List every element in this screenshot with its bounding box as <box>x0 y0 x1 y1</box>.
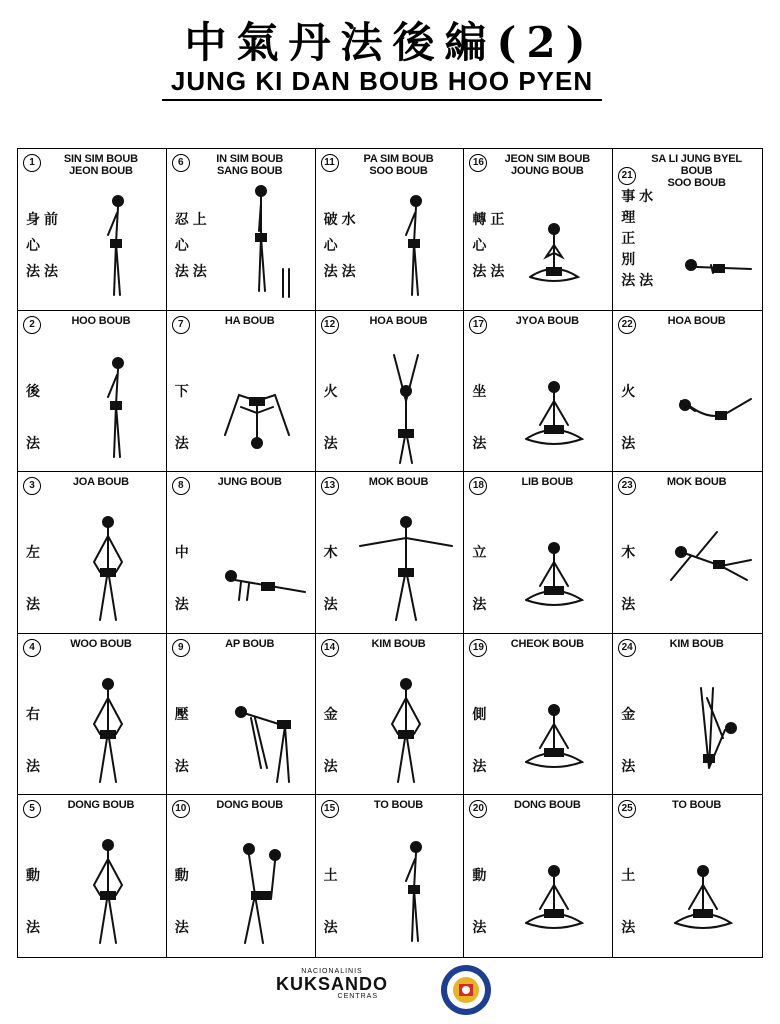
logo-top-text: NACIONALINIS <box>301 968 363 975</box>
exercise-chinese-label: 忍上 心 法法 <box>174 212 211 280</box>
exercise-name: HOA BOUB <box>369 314 428 327</box>
exercise-number: 2 <box>23 316 41 334</box>
exercise-number: 20 <box>469 800 487 818</box>
exercise-number: 5 <box>23 800 41 818</box>
exercise-name: DONG BOUB <box>513 799 581 812</box>
exercise-cell <box>316 472 465 634</box>
exercise-name: KIM BOUB <box>371 637 426 650</box>
exercise-cell <box>316 311 465 473</box>
page-title-english: JUNG KI DAN BOUB HOO PYEN <box>162 66 602 101</box>
exercise-number: 18 <box>469 477 487 495</box>
exercise-number: 13 <box>321 477 339 495</box>
exercise-cell <box>613 634 762 796</box>
exercise-chinese-top: 下 <box>174 383 193 400</box>
exercise-name: LIB BOUB <box>521 476 574 489</box>
exercise-figure-icon <box>56 658 160 790</box>
exercise-chinese-top: 坐 <box>472 383 491 400</box>
exercise-cell <box>167 311 316 473</box>
exercise-cell <box>18 472 167 634</box>
exercise-figure-icon <box>651 335 755 467</box>
exercise-cell <box>18 634 167 796</box>
exercise-chinese-bottom: 法 <box>174 758 193 775</box>
exercise-name: AP BOUB <box>225 637 275 650</box>
exercise-cell <box>464 795 613 957</box>
exercise-cell <box>613 472 762 634</box>
exercise-name: WOO BOUB <box>70 637 132 650</box>
exercise-name: TO BOUB <box>672 799 722 812</box>
exercise-name: JOA BOUB <box>72 476 129 489</box>
exercise-chinese-bottom: 法 <box>323 758 342 775</box>
exercise-figure-icon <box>651 496 755 628</box>
exercise-cell <box>18 311 167 473</box>
exercise-name: TO BOUB <box>373 799 424 812</box>
exercise-chinese-top: 金 <box>621 706 640 723</box>
exercise-cell <box>167 149 316 311</box>
exercise-name: SIN SIM BOUB JEON BOUB <box>63 153 138 177</box>
exercise-cell <box>464 634 613 796</box>
exercise-number: 19 <box>469 639 487 657</box>
exercise-figure-icon <box>502 496 606 628</box>
exercise-figure-icon <box>354 496 458 628</box>
exercise-number: 24 <box>618 639 636 657</box>
exercise-cell <box>613 149 762 311</box>
exercise-cell <box>464 311 613 473</box>
exercise-cell <box>167 795 316 957</box>
exercise-chinese-bottom: 法 <box>323 920 342 937</box>
exercise-figure-icon <box>354 658 458 790</box>
exercise-figure-icon <box>502 819 606 951</box>
exercise-chinese-top: 後 <box>26 383 44 400</box>
exercise-figure-icon <box>651 819 755 951</box>
exercise-figure-icon <box>354 819 458 951</box>
exercise-number: 17 <box>469 316 487 334</box>
exercise-chinese-top: 中 <box>174 545 193 562</box>
exercise-chinese-top: 側 <box>472 706 491 723</box>
exercise-name: JYOA BOUB <box>515 314 579 327</box>
exercise-figure-icon <box>502 173 606 305</box>
exercise-number: 14 <box>321 639 339 657</box>
exercise-figure-icon <box>205 173 309 305</box>
exercise-number: 23 <box>618 477 636 495</box>
exercise-chinese-bottom: 法 <box>621 435 640 452</box>
exercise-name: JUNG BOUB <box>217 476 282 489</box>
exercise-chinese-bottom: 法 <box>26 758 44 775</box>
exercise-name: CHEOK BOUB <box>510 637 584 650</box>
exercise-name: HOA BOUB <box>667 314 726 327</box>
exercise-chinese-bottom: 法 <box>174 435 193 452</box>
exercise-figure-icon <box>205 496 309 628</box>
exercise-chinese-bottom: 法 <box>621 758 640 775</box>
exercise-cell <box>167 634 316 796</box>
exercise-chinese-top: 木 <box>323 545 342 562</box>
exercise-number: 7 <box>172 316 190 334</box>
exercise-chinese-top: 火 <box>323 383 342 400</box>
kuksando-logo <box>272 968 392 1000</box>
exercise-name: KIM BOUB <box>669 637 724 650</box>
exercise-chinese-top: 動 <box>26 868 44 885</box>
exercise-cell <box>316 634 465 796</box>
exercise-figure-icon <box>502 658 606 790</box>
exercise-figure-icon <box>56 335 160 467</box>
exercise-figure-icon <box>205 335 309 467</box>
exercise-chinese-top: 立 <box>472 545 491 562</box>
exercise-chinese-top: 左 <box>26 545 44 562</box>
exercise-number: 8 <box>172 477 190 495</box>
exercise-number: 4 <box>23 639 41 657</box>
header <box>0 0 780 110</box>
exercise-chinese-top: 動 <box>174 868 193 885</box>
exercise-chinese-bottom: 法 <box>472 758 491 775</box>
exercise-chinese-label: 轉正 心 法法 <box>472 212 509 280</box>
exercise-chinese-bottom: 法 <box>323 435 342 452</box>
exercise-number: 9 <box>172 639 190 657</box>
exercise-name: HA BOUB <box>224 314 275 327</box>
exercise-number: 6 <box>172 154 190 172</box>
exercise-number: 10 <box>172 800 190 818</box>
exercise-cell <box>613 311 762 473</box>
exercise-figure-icon <box>651 173 755 305</box>
exercise-chinese-bottom: 法 <box>174 920 193 937</box>
exercise-chinese-label: 事水 理 正 別 法法 <box>621 189 658 289</box>
exercise-chinese-top: 木 <box>621 545 640 562</box>
exercise-figure-icon <box>56 496 160 628</box>
exercise-chinese-bottom: 法 <box>621 597 640 614</box>
exercise-cell <box>316 795 465 957</box>
exercise-grid <box>17 148 763 958</box>
exercise-chinese-bottom: 法 <box>323 597 342 614</box>
exercise-chinese-label: 身前 心 法法 <box>26 212 62 280</box>
exercise-cell <box>613 795 762 957</box>
exercise-number: 22 <box>618 316 636 334</box>
exercise-chinese-bottom: 法 <box>26 920 44 937</box>
exercise-number: 15 <box>321 800 339 818</box>
exercise-number: 11 <box>321 154 339 172</box>
exercise-figure-icon <box>205 819 309 951</box>
exercise-chinese-bottom: 法 <box>472 920 491 937</box>
exercise-chinese-top: 土 <box>323 868 342 885</box>
exercise-chinese-top: 壓 <box>174 706 193 723</box>
exercise-chinese-bottom: 法 <box>472 435 491 452</box>
exercise-chinese-label: 破水 心 法法 <box>323 212 360 280</box>
page-title-chinese: 中氣丹法後編(2) <box>184 18 596 67</box>
footer <box>0 960 780 1024</box>
exercise-name: IN SIM BOUB SANG BOUB <box>216 153 284 177</box>
exercise-chinese-top: 火 <box>621 383 640 400</box>
exercise-number: 25 <box>618 800 636 818</box>
exercise-figure-icon <box>502 335 606 467</box>
exercise-figure-icon <box>56 819 160 951</box>
exercise-name: DONG BOUB <box>67 799 135 812</box>
exercise-chinese-bottom: 法 <box>26 435 44 452</box>
exercise-name: MOK BOUB <box>368 476 429 489</box>
exercise-name: HOO BOUB <box>71 314 131 327</box>
exercise-chinese-bottom: 法 <box>472 597 491 614</box>
exercise-cell <box>464 472 613 634</box>
exercise-cell <box>18 795 167 957</box>
exercise-figure-icon <box>651 658 755 790</box>
exercise-figure-icon <box>354 173 458 305</box>
exercise-name: SA LI JUNG BYEL BOUB SOO BOUB <box>651 153 742 189</box>
exercise-chinese-top: 動 <box>472 868 491 885</box>
exercise-name: MOK BOUB <box>666 476 727 489</box>
exercise-number: 12 <box>321 316 339 334</box>
exercise-figure-icon <box>354 335 458 467</box>
exercise-chinese-bottom: 法 <box>621 920 640 937</box>
exercise-cell <box>464 149 613 311</box>
exercise-figure-icon <box>56 173 160 305</box>
exercise-name: JEON SIM BOUB JOUNG BOUB <box>504 153 590 177</box>
exercise-chinese-top: 土 <box>621 868 640 885</box>
exercise-cell <box>167 472 316 634</box>
logo-main-text: KUKSANDO <box>275 974 388 994</box>
exercise-chinese-bottom: 法 <box>174 597 193 614</box>
exercise-cell <box>316 149 465 311</box>
logo-bottom-text: CENTRAS <box>337 993 378 1000</box>
exercise-chinese-top: 右 <box>26 706 44 723</box>
exercise-number: 16 <box>469 154 487 172</box>
exercise-name: PA SIM BOUB SOO BOUB <box>363 153 434 177</box>
exercise-figure-icon <box>205 658 309 790</box>
exercise-name: DONG BOUB <box>216 799 284 812</box>
exercise-cell <box>18 149 167 311</box>
exercise-number: 3 <box>23 477 41 495</box>
exercise-number: 1 <box>23 154 41 172</box>
exercise-chinese-top: 金 <box>323 706 342 723</box>
exercise-number: 21 <box>618 167 636 185</box>
exercise-chinese-bottom: 法 <box>26 597 44 614</box>
kuksando-emblem-icon <box>440 964 492 1016</box>
